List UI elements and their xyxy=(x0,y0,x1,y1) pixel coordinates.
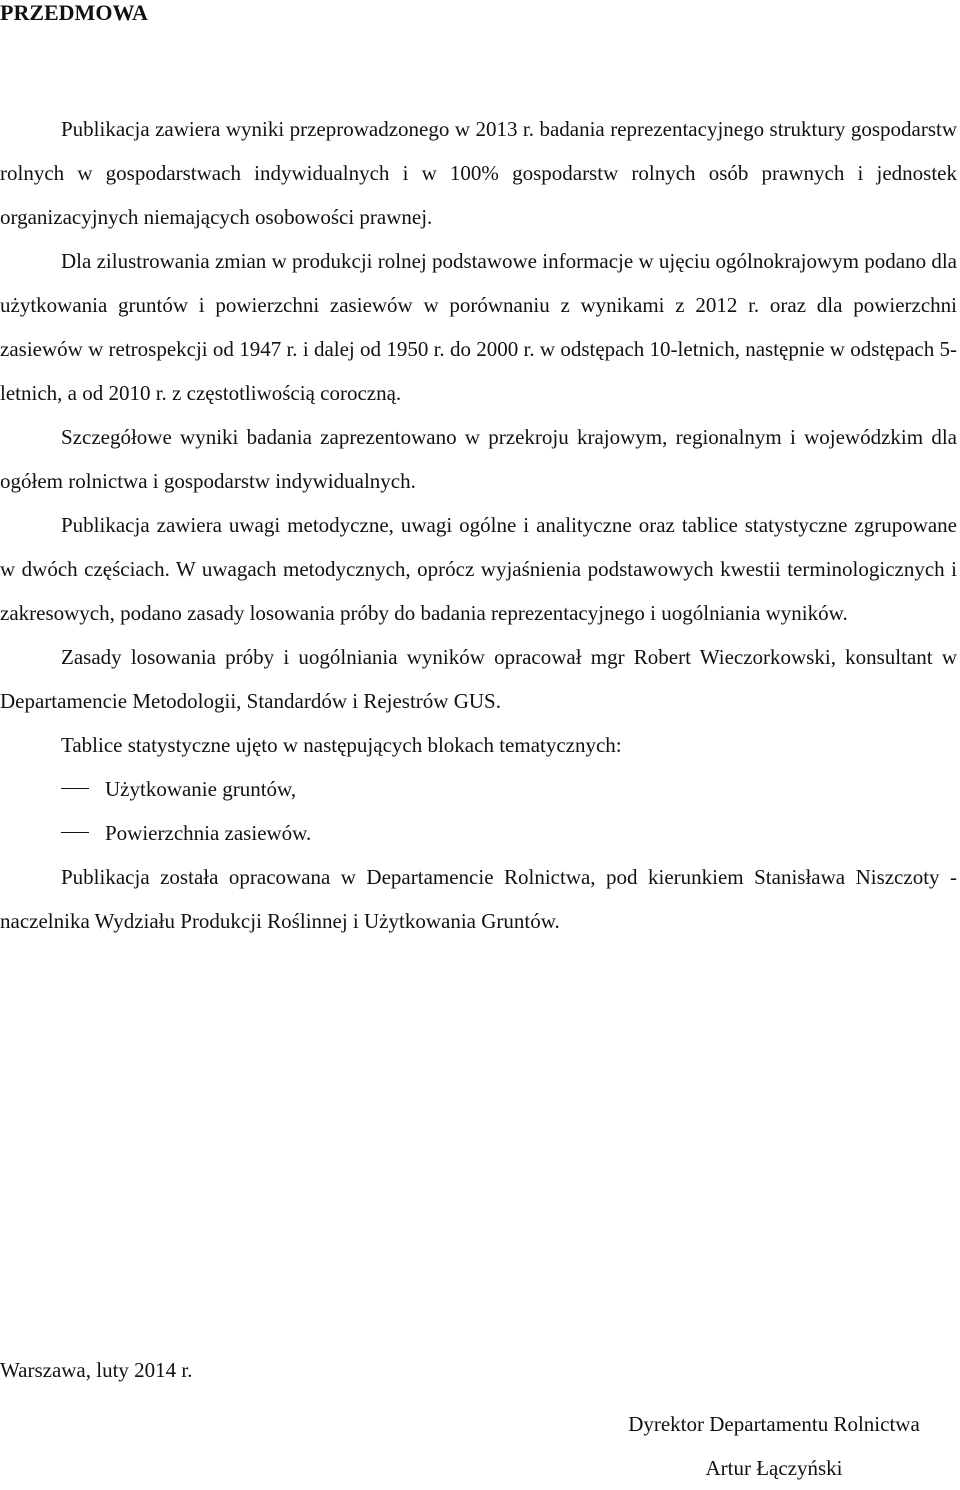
document-body xyxy=(0,107,957,943)
signature-block xyxy=(598,1402,950,1490)
thematic-blocks-list xyxy=(0,767,957,855)
page-title: PRZEDMOWA xyxy=(0,0,148,25)
signature-name: Artur Łączyński xyxy=(705,1456,843,1480)
paragraph-sampling: Zasady losowania próby i uogólniania wyników opracował mgr Robert Wieczorkowski, konsultant w Departamencie Metodologii, Standardów i Rejestrów GUS. xyxy=(0,645,957,713)
paragraph-illustration: Dla zilustrowania zmian w produkcji rolnej podstawowe informacje w ujęciu ogólnokrajowym podano dla użytkowania gruntów i powierzchni zasiewów w porównaniu z wynikami z 2012 r. oraz dla powierzchni zasiewów w retrospekcji od 1947 r. i dalej od 1950 r. do 2000 r. w odstępach 10-letnich, następnie w odstępach 5-letnich, a od 2010 r. z częstotliwością coroczną. xyxy=(0,249,957,405)
paragraph-table-blocks: Tablice statystyczne ujęto w następujących blokach tematycznych: xyxy=(61,733,622,757)
paragraph-detailed-results: Szczegółowe wyniki badania zaprezentowano w przekroju krajowym, regionalnym i wojewódzkim dla ogółem rolnictwa i gospodarstw indywidualnych. xyxy=(0,425,957,493)
list-item-label: Użytkowanie gruntów, xyxy=(105,777,297,801)
dash-bullet-icon xyxy=(61,788,89,789)
list-item xyxy=(0,811,957,855)
paragraph-contents: Publikacja zawiera uwagi metodyczne, uwagi ogólne i analityczne oraz tablice statystyczne zgrupowane w dwóch częściach. W uwagach metodycznych, oprócz wyjaśnienia podstawowych kwestii terminologicznych i zakresowych, podano zasady losowania próby do badania reprezentacyjnego i uogólniania wyników. xyxy=(0,513,957,625)
paragraph-intro: Publikacja zawiera wyniki przeprowadzonego w 2013 r. badania reprezentacyjnego struktury gospodarstw rolnych w gospodarstwach indywidualnych i w 100% gospodarstw rolnych osób prawnych i jednostek organizacyjnych niemających osobowości prawnej. xyxy=(0,117,957,229)
place-date: Warszawa, luty 2014 r. xyxy=(0,1358,193,1382)
list-item xyxy=(0,767,957,811)
list-item-label: Powierzchnia zasiewów. xyxy=(105,821,312,845)
paragraph-authorship: Publikacja została opracowana w Departamencie Rolnictwa, pod kierunkiem Stanisława Niszczoty - naczelnika Wydziału Produkcji Roślinnej i Użytkowania Gruntów. xyxy=(0,865,957,933)
signature-position: Dyrektor Departamentu Rolnictwa xyxy=(628,1412,920,1436)
dash-bullet-icon xyxy=(61,832,89,833)
